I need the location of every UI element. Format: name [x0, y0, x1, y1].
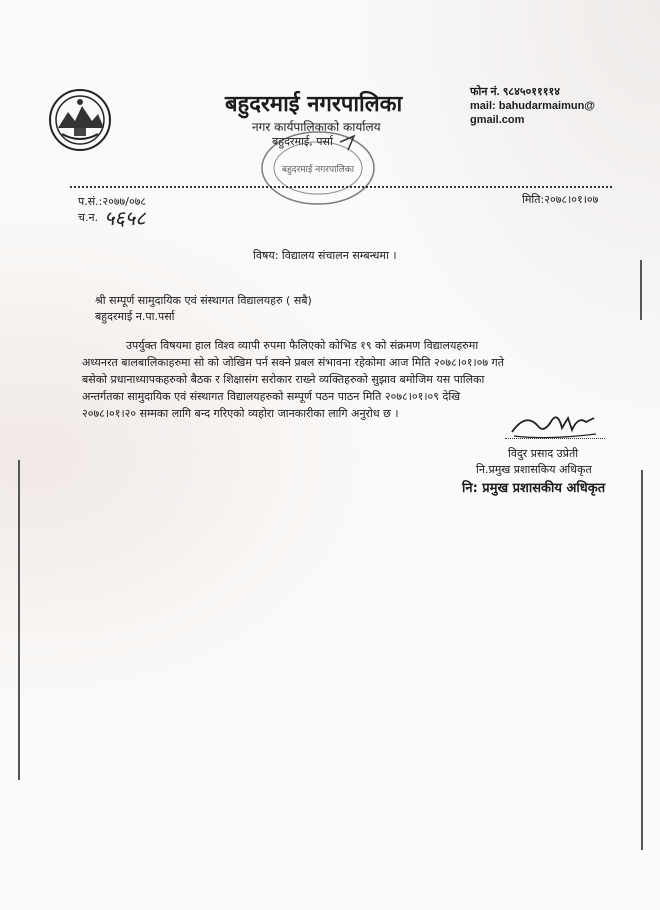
office-name: नगर कार्यपालिकाको कार्यालय	[252, 120, 381, 134]
scan-edge-line	[641, 470, 643, 850]
email-line-2: gmail.com	[470, 114, 525, 126]
designation-stamp: नि: प्रमुख प्रशासकीय अधिकृत	[462, 481, 606, 496]
reference-number: प.सं.:२०७७/०७८	[78, 195, 147, 208]
handwritten-signature-icon	[508, 408, 600, 442]
email-line-1: mail: bahudarmaimun@	[470, 100, 596, 112]
body-line: उपर्युक्त विषयमा हाल विश्व व्यापी रुपमा फैलिएको कोभिड १९ को संक्रमण विद्यालयहरुमा	[126, 339, 479, 352]
signer-name: विदुर प्रसाद उप्रेती	[508, 447, 579, 460]
phone-number: फोन नं. ९८४५०११११४	[470, 86, 560, 98]
letter-date: मिति:२०७८।०१।०७	[522, 193, 599, 206]
registration-label: च.न.	[78, 211, 99, 224]
body-line: २०७८।०१।२० सम्मका लागि बन्द गरिएको व्यहोरा जानकारीका लागि अनुरोध छ ।	[82, 407, 399, 420]
municipality-emblem-icon	[48, 88, 112, 152]
letter-subject: विषय: विद्यालय संचालन सम्बन्धमा ।	[253, 249, 397, 262]
svg-text:बहुदरमाई नगरपालिका: बहुदरमाई नगरपालिका	[281, 165, 355, 175]
office-address: बहुदरमाई, पर्सा	[272, 135, 333, 148]
org-name: बहुदरमाई नगरपालिका	[225, 92, 403, 117]
signature-line	[505, 438, 605, 439]
scan-edge-line	[640, 260, 642, 320]
scan-edge-line	[18, 460, 20, 780]
registration-number: ५६५८	[104, 206, 146, 230]
body-line: अध्यनरत बालबालिकाहरुमा सो को जोखिम पर्न सक्ने प्रबल संभावना रहेकोमा आज मिति २०७८।०१।०७ गते	[82, 356, 505, 369]
body-line: अन्तर्गतका सामुदायिक एवं संस्थागत विद्यालयहरुको सम्पूर्ण पठन पाठन मिति २०७८।०१।०९ देखि	[82, 390, 461, 403]
office-stamp-icon	[258, 128, 378, 208]
body-line: बसेको प्रधानाध्यापकहरुको बैठक र शिक्षासंग सरोकार राख्ने व्यक्तिहरुको सुझाव बमोजिम यस पालिका	[82, 373, 485, 386]
recipient-line-2: बहुदरमाई न.पा.पर्सा	[95, 310, 175, 323]
header-divider	[70, 186, 612, 188]
recipient-line-1: श्री सम्पूर्ण सामुदायिक एवं संस्थागत विद्यालयहरु ( सबै)	[95, 294, 312, 307]
signer-designation: नि.प्रमुख प्रशासकिय अधिकृत	[476, 463, 592, 476]
